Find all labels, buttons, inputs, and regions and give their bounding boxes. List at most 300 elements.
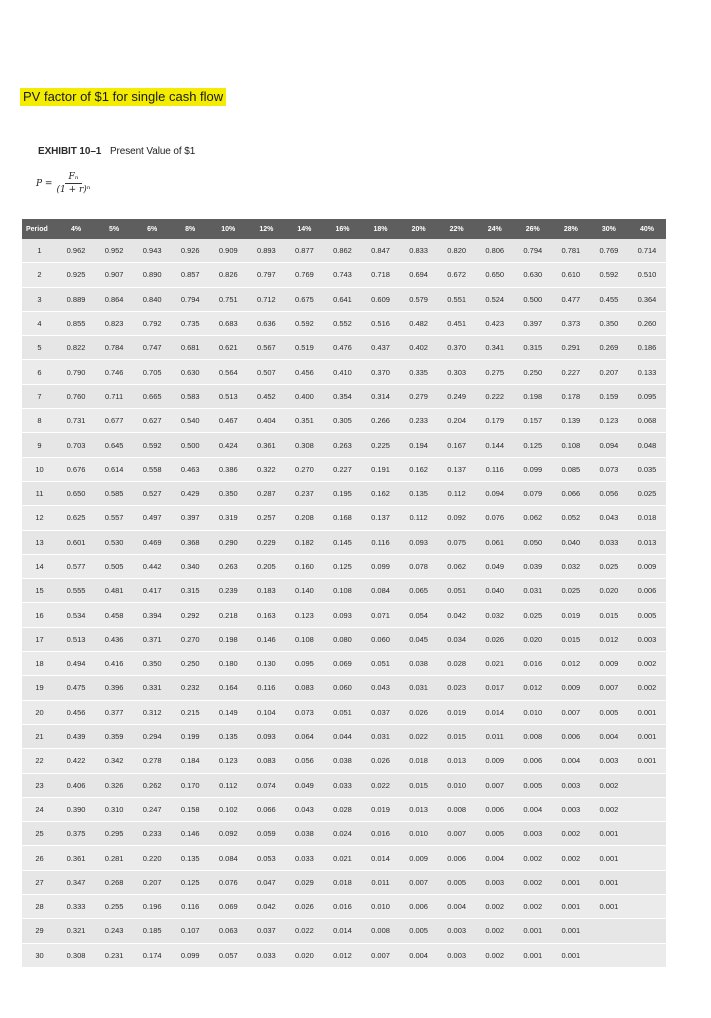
pv-factor-cell: 0.180 <box>209 652 247 676</box>
column-header-rate: 16% <box>323 219 361 239</box>
period-cell: 4 <box>22 311 57 335</box>
pv-factor-cell: 0.250 <box>171 652 209 676</box>
column-header-rate: 12% <box>247 219 285 239</box>
pv-factor-cell: 0.925 <box>57 263 95 287</box>
pv-factor-cell: 0.291 <box>552 336 590 360</box>
pv-factor-cell: 0.290 <box>209 530 247 554</box>
pv-factor-cell: 0.006 <box>628 579 666 603</box>
table-row <box>22 895 666 919</box>
pv-factor-cell: 0.683 <box>209 311 247 335</box>
column-header-rate: 18% <box>362 219 400 239</box>
pv-factor-cell: 0.429 <box>171 481 209 505</box>
pv-factor-cell: 0.279 <box>400 384 438 408</box>
pv-factor-cell: 0.073 <box>590 457 628 481</box>
pv-factor-cell: 0.007 <box>400 870 438 894</box>
pv-factor-cell: 0.033 <box>285 846 323 870</box>
pv-factor-cell: 0.108 <box>285 627 323 651</box>
pv-factor-cell: 0.534 <box>57 603 95 627</box>
pv-factor-cell: 0.125 <box>171 870 209 894</box>
table-row <box>22 870 666 894</box>
pv-factor-cell: 0.373 <box>552 311 590 335</box>
period-cell: 2 <box>22 263 57 287</box>
pv-factor-cell: 0.001 <box>552 919 590 943</box>
pv-factor-cell: 0.250 <box>514 360 552 384</box>
pv-factor-cell: 0.760 <box>57 384 95 408</box>
pv-factor-cell: 0.364 <box>628 287 666 311</box>
pv-factor-cell: 0.477 <box>552 287 590 311</box>
pv-factor-cell: 0.179 <box>476 409 514 433</box>
pv-factor-cell: 0.018 <box>400 749 438 773</box>
pv-factor-cell: 0.243 <box>95 919 133 943</box>
pv-factor-cell: 0.551 <box>438 287 476 311</box>
pv-factor-cell: 0.065 <box>400 579 438 603</box>
pv-factor-cell: 0.312 <box>133 700 171 724</box>
pv-factor-cell: 0.567 <box>247 336 285 360</box>
pv-factor-cell: 0.063 <box>209 919 247 943</box>
pv-factor-cell: 0.820 <box>438 239 476 263</box>
pv-factor-cell: 0.108 <box>323 579 361 603</box>
pv-factor-cell: 0.718 <box>362 263 400 287</box>
pv-factor-cell: 0.062 <box>514 506 552 530</box>
pv-factor-cell: 0.342 <box>95 749 133 773</box>
pv-factor-cell: 0.164 <box>209 676 247 700</box>
pv-factor-cell: 0.794 <box>514 239 552 263</box>
pv-factor-cell <box>628 773 666 797</box>
pv-factor-cell: 0.002 <box>514 846 552 870</box>
pv-factor-cell: 0.022 <box>400 724 438 748</box>
pv-factor-cell: 0.390 <box>57 797 95 821</box>
pv-factor-cell: 0.001 <box>514 919 552 943</box>
pv-factor-cell: 0.001 <box>590 870 628 894</box>
pv-factor-cell: 0.022 <box>285 919 323 943</box>
pv-factor-cell: 0.196 <box>133 895 171 919</box>
table-row <box>22 749 666 773</box>
pv-factor-cell: 0.469 <box>133 530 171 554</box>
pv-factor-cell: 0.855 <box>57 311 95 335</box>
pv-factor-cell: 0.001 <box>590 846 628 870</box>
table-row <box>22 919 666 943</box>
column-header-rate: 22% <box>438 219 476 239</box>
pv-factor-cell: 0.424 <box>209 433 247 457</box>
pv-factor-cell: 0.108 <box>552 433 590 457</box>
pv-factor-cell: 0.037 <box>247 919 285 943</box>
pv-factor-cell: 0.747 <box>133 336 171 360</box>
table-row <box>22 384 666 408</box>
pv-factor-cell: 0.263 <box>209 554 247 578</box>
period-cell: 18 <box>22 652 57 676</box>
pv-factor-cell: 0.797 <box>247 263 285 287</box>
column-header-rate: 8% <box>171 219 209 239</box>
pv-factor-cell: 0.071 <box>362 603 400 627</box>
column-header-rate: 14% <box>285 219 323 239</box>
pv-factor-cell: 0.066 <box>247 797 285 821</box>
pv-factor-cell: 0.864 <box>95 287 133 311</box>
pv-factor-cell: 0.513 <box>209 384 247 408</box>
exhibit-number: EXHIBIT 10–1 <box>38 146 102 157</box>
pv-factor-cell: 0.185 <box>133 919 171 943</box>
pv-factor-cell: 0.857 <box>171 263 209 287</box>
pv-factor-cell: 0.463 <box>171 457 209 481</box>
pv-factor-cell: 0.530 <box>95 530 133 554</box>
pv-factor-cell: 0.084 <box>209 846 247 870</box>
pv-factor-cell: 0.013 <box>400 797 438 821</box>
pv-factor-cell: 0.397 <box>171 506 209 530</box>
column-header-rate: 5% <box>95 219 133 239</box>
pv-factor-cell: 0.004 <box>590 724 628 748</box>
pv-factor-cell: 0.585 <box>95 481 133 505</box>
pv-factor-cell: 0.050 <box>514 530 552 554</box>
pv-factor-cell: 0.422 <box>57 749 95 773</box>
pv-factor-cell: 0.026 <box>400 700 438 724</box>
pv-factor-cell: 0.025 <box>552 579 590 603</box>
pv-factor-cell: 0.247 <box>133 797 171 821</box>
pv-factor-cell: 0.002 <box>476 943 514 967</box>
pv-factor-cell: 0.406 <box>57 773 95 797</box>
table-row <box>22 652 666 676</box>
pv-factor-cell: 0.002 <box>590 797 628 821</box>
pv-factor-cell: 0.015 <box>590 603 628 627</box>
pv-factor-cell: 0.093 <box>323 603 361 627</box>
pv-factor-cell: 0.402 <box>400 336 438 360</box>
pv-factor-cell: 0.146 <box>171 822 209 846</box>
pv-factor-cell: 0.456 <box>57 700 95 724</box>
table-row <box>22 336 666 360</box>
pv-factor-cell: 0.060 <box>362 627 400 651</box>
pv-factor-cell: 0.371 <box>133 627 171 651</box>
pv-factor-cell: 0.237 <box>285 481 323 505</box>
pv-factor-cell: 0.889 <box>57 287 95 311</box>
pv-factor-cell: 0.018 <box>628 506 666 530</box>
pv-factor-cell: 0.047 <box>247 870 285 894</box>
pv-factor-cell: 0.505 <box>95 554 133 578</box>
pv-factor-cell: 0.144 <box>476 433 514 457</box>
period-cell: 29 <box>22 919 57 943</box>
pv-factor-cell: 0.094 <box>590 433 628 457</box>
pv-factor-cell: 0.641 <box>323 287 361 311</box>
pv-factor-cell: 0.007 <box>438 822 476 846</box>
pv-factor-cell: 0.116 <box>476 457 514 481</box>
pv-factor-cell: 0.051 <box>362 652 400 676</box>
pv-factor-cell: 0.032 <box>552 554 590 578</box>
pv-factor-cell: 0.451 <box>438 311 476 335</box>
pv-factor-cell: 0.676 <box>57 457 95 481</box>
pv-factor-cell: 0.558 <box>133 457 171 481</box>
pv-factor-cell: 0.015 <box>400 773 438 797</box>
pv-factor-cell: 0.001 <box>628 724 666 748</box>
pv-factor-cell: 0.436 <box>95 627 133 651</box>
pv-factor-cell: 0.001 <box>552 895 590 919</box>
pv-factor-cell: 0.018 <box>323 870 361 894</box>
period-cell: 30 <box>22 943 57 967</box>
period-cell: 5 <box>22 336 57 360</box>
pv-factor-cell: 0.162 <box>400 457 438 481</box>
column-header-rate: 26% <box>514 219 552 239</box>
pv-factor-cell: 0.003 <box>476 870 514 894</box>
exhibit-title: Present Value of $1 <box>109 146 196 157</box>
pv-factor-cell: 0.295 <box>95 822 133 846</box>
table-row <box>22 457 666 481</box>
pv-factor-cell: 0.133 <box>628 360 666 384</box>
pv-factor-cell: 0.059 <box>247 822 285 846</box>
pv-factor-cell: 0.386 <box>209 457 247 481</box>
pv-factor-cell: 0.043 <box>285 797 323 821</box>
pv-factor-cell: 0.952 <box>95 239 133 263</box>
pv-factor-cell: 0.703 <box>57 433 95 457</box>
pv-factor-cell: 0.335 <box>400 360 438 384</box>
pv-factor-cell: 0.040 <box>476 579 514 603</box>
pv-factor-cell: 0.275 <box>476 360 514 384</box>
pv-factor-cell: 0.255 <box>95 895 133 919</box>
pv-factor-cell: 0.579 <box>400 287 438 311</box>
table-body <box>22 239 666 967</box>
pv-factor-cell: 0.008 <box>362 919 400 943</box>
pv-factor-cell: 0.294 <box>133 724 171 748</box>
table-row <box>22 433 666 457</box>
pv-factor-cell: 0.040 <box>552 530 590 554</box>
pv-factor-cell: 0.025 <box>628 481 666 505</box>
pv-factor-cell: 0.042 <box>247 895 285 919</box>
pv-factor-cell: 0.781 <box>552 239 590 263</box>
pv-factor-cell: 0.621 <box>209 336 247 360</box>
pv-factor-cell: 0.227 <box>323 457 361 481</box>
pv-factor-cell: 0.005 <box>514 773 552 797</box>
pv-factor-cell: 0.008 <box>514 724 552 748</box>
pv-factor-cell: 0.026 <box>285 895 323 919</box>
pv-factor-cell: 0.769 <box>590 239 628 263</box>
pv-factor-cell: 0.116 <box>247 676 285 700</box>
pv-factor-cell: 0.094 <box>476 481 514 505</box>
pv-factor-cell: 0.218 <box>209 603 247 627</box>
pv-factor-cell: 0.009 <box>590 652 628 676</box>
pv-factor-cell: 0.099 <box>362 554 400 578</box>
pv-factor-cell: 0.007 <box>476 773 514 797</box>
pv-factor-cell: 0.092 <box>209 822 247 846</box>
pv-factor-cell: 0.051 <box>438 579 476 603</box>
pv-factor-cell: 0.033 <box>323 773 361 797</box>
pv-factor-cell: 0.006 <box>438 846 476 870</box>
pv-factor-cell: 0.010 <box>438 773 476 797</box>
pv-factor-cell: 0.769 <box>285 263 323 287</box>
pv-factor-cell: 0.784 <box>95 336 133 360</box>
period-cell: 27 <box>22 870 57 894</box>
pv-factor-cell: 0.792 <box>133 311 171 335</box>
table-row <box>22 627 666 651</box>
pv-factor-cell: 0.270 <box>171 627 209 651</box>
pv-factor-cell: 0.458 <box>95 603 133 627</box>
column-header-rate: 28% <box>552 219 590 239</box>
column-header-rate: 40% <box>628 219 666 239</box>
formula-fraction <box>56 172 90 195</box>
pv-factor-cell: 0.322 <box>247 457 285 481</box>
pv-factor-cell: 0.207 <box>590 360 628 384</box>
pv-factor-cell: 0.149 <box>209 700 247 724</box>
pv-factor-cell: 0.500 <box>514 287 552 311</box>
period-cell: 16 <box>22 603 57 627</box>
pv-factor-cell: 0.107 <box>171 919 209 943</box>
column-header-rate: 30% <box>590 219 628 239</box>
pv-factor-cell: 0.269 <box>590 336 628 360</box>
pv-factor-cell: 0.340 <box>171 554 209 578</box>
pv-factor-cell: 0.159 <box>590 384 628 408</box>
table-row <box>22 579 666 603</box>
pv-factor-cell: 0.233 <box>133 822 171 846</box>
pv-factor-cell: 0.083 <box>247 749 285 773</box>
period-cell: 22 <box>22 749 57 773</box>
pv-factor-cell: 0.168 <box>323 506 361 530</box>
pv-factor-cell: 0.002 <box>514 895 552 919</box>
pv-factor-cell: 0.350 <box>209 481 247 505</box>
pv-factor-cell: 0.222 <box>476 384 514 408</box>
exhibit-caption <box>38 146 195 157</box>
pv-factor-cell: 0.645 <box>95 433 133 457</box>
pv-factor-cell: 0.305 <box>323 409 361 433</box>
pv-factor-cell: 0.145 <box>323 530 361 554</box>
pv-factor-cell: 0.002 <box>552 822 590 846</box>
pv-factor-cell: 0.540 <box>171 409 209 433</box>
pv-factor-cell: 0.215 <box>171 700 209 724</box>
pv-factor-cell: 0.650 <box>476 263 514 287</box>
pv-factor-cell: 0.079 <box>514 481 552 505</box>
pv-factor-cell: 0.015 <box>438 724 476 748</box>
pv-factor-cell: 0.614 <box>95 457 133 481</box>
table-row <box>22 846 666 870</box>
pv-factor-cell: 0.002 <box>552 846 590 870</box>
pv-factor-cell: 0.104 <box>247 700 285 724</box>
pv-factor-cell: 0.665 <box>133 384 171 408</box>
pv-factor-cell: 0.321 <box>57 919 95 943</box>
pv-factor-cell: 0.630 <box>514 263 552 287</box>
pv-factor-cell: 0.331 <box>133 676 171 700</box>
pv-factor-cell: 0.123 <box>285 603 323 627</box>
pv-factor-cell: 0.020 <box>285 943 323 967</box>
pv-factor-cell: 0.423 <box>476 311 514 335</box>
period-cell: 10 <box>22 457 57 481</box>
pv-factor-cell: 0.037 <box>362 700 400 724</box>
table-row <box>22 263 666 287</box>
pv-factor-cell: 0.184 <box>171 749 209 773</box>
pv-factor-cell: 0.962 <box>57 239 95 263</box>
pv-factor-cell: 0.262 <box>133 773 171 797</box>
period-cell: 8 <box>22 409 57 433</box>
pv-factor-cell: 0.375 <box>57 822 95 846</box>
pv-factor-cell: 0.268 <box>95 870 133 894</box>
pv-factor-cell: 0.076 <box>476 506 514 530</box>
pv-factor-cell: 0.004 <box>438 895 476 919</box>
table-row <box>22 700 666 724</box>
pv-factor-cell: 0.123 <box>590 409 628 433</box>
pv-factor-cell: 0.377 <box>95 700 133 724</box>
pv-factor-cell: 0.610 <box>552 263 590 287</box>
column-header-period: Period <box>22 219 57 239</box>
pv-factor-cell: 0.028 <box>323 797 361 821</box>
table-row <box>22 287 666 311</box>
pv-factor-cell: 0.069 <box>323 652 361 676</box>
pv-factor-cell: 0.099 <box>171 943 209 967</box>
period-cell: 11 <box>22 481 57 505</box>
pv-factor-cell: 0.001 <box>628 749 666 773</box>
pv-factor-cell: 0.308 <box>57 943 95 967</box>
pv-factor-cell: 0.011 <box>476 724 514 748</box>
pv-factor-cell: 0.002 <box>590 773 628 797</box>
pv-factor-cell: 0.347 <box>57 870 95 894</box>
pv-factor-cell: 0.198 <box>514 384 552 408</box>
pv-factor-cell: 0.009 <box>476 749 514 773</box>
table-row <box>22 360 666 384</box>
pv-factor-cell: 0.112 <box>209 773 247 797</box>
pv-factor-cell: 0.260 <box>628 311 666 335</box>
pv-factor-cell: 0.475 <box>57 676 95 700</box>
pv-factor-cell: 0.564 <box>209 360 247 384</box>
period-cell: 28 <box>22 895 57 919</box>
pv-factor-cell: 0.527 <box>133 481 171 505</box>
pv-factor-cell: 0.001 <box>514 943 552 967</box>
pv-factor-cell: 0.019 <box>438 700 476 724</box>
column-header-rate: 10% <box>209 219 247 239</box>
pv-factor-cell: 0.907 <box>95 263 133 287</box>
pv-factor-cell: 0.481 <box>95 579 133 603</box>
pv-factor-cell: 0.609 <box>362 287 400 311</box>
pv-factor-cell: 0.006 <box>514 749 552 773</box>
pv-factor-cell: 0.023 <box>438 676 476 700</box>
pv-factor-cell: 0.292 <box>171 603 209 627</box>
pv-factor-cell: 0.712 <box>247 287 285 311</box>
pv-factor-cell: 0.627 <box>133 409 171 433</box>
pv-factor-cell: 0.370 <box>438 336 476 360</box>
pv-factor-cell: 0.326 <box>95 773 133 797</box>
period-cell: 13 <box>22 530 57 554</box>
period-cell: 3 <box>22 287 57 311</box>
pv-factor-cell: 0.204 <box>438 409 476 433</box>
pv-factor-cell: 0.003 <box>552 797 590 821</box>
period-cell: 14 <box>22 554 57 578</box>
pv-factor-cell: 0.232 <box>171 676 209 700</box>
pv-factor-cell: 0.170 <box>171 773 209 797</box>
pv-factor-cell: 0.497 <box>133 506 171 530</box>
pv-factor-cell: 0.467 <box>209 409 247 433</box>
pv-factor-cell: 0.028 <box>438 652 476 676</box>
pv-factor-cell: 0.557 <box>95 506 133 530</box>
pv-factor-cell: 0.021 <box>476 652 514 676</box>
pv-factor-cell: 0.592 <box>590 263 628 287</box>
period-cell: 21 <box>22 724 57 748</box>
pv-factor-cell: 0.020 <box>590 579 628 603</box>
period-cell: 23 <box>22 773 57 797</box>
period-cell: 7 <box>22 384 57 408</box>
pv-factor-cell: 0.009 <box>628 554 666 578</box>
period-cell: 24 <box>22 797 57 821</box>
pv-factor-cell: 0.025 <box>514 603 552 627</box>
pv-factor-cell: 0.513 <box>57 627 95 651</box>
pv-factor-cell: 0.137 <box>438 457 476 481</box>
pv-factor-cell: 0.007 <box>590 676 628 700</box>
pv-factor-cell: 0.003 <box>552 773 590 797</box>
pv-factor-cell: 0.095 <box>628 384 666 408</box>
column-header-rate: 6% <box>133 219 171 239</box>
pv-factor-cell: 0.140 <box>285 579 323 603</box>
pv-factor-cell: 0.416 <box>95 652 133 676</box>
pv-factor-cell: 0.006 <box>476 797 514 821</box>
pv-factor-cell: 0.507 <box>247 360 285 384</box>
pv-factor-cell: 0.102 <box>209 797 247 821</box>
pv-factor-cell: 0.163 <box>247 603 285 627</box>
pv-factor-cell: 0.167 <box>438 433 476 457</box>
pv-factor-cell: 0.516 <box>362 311 400 335</box>
pv-factor-cell: 0.002 <box>628 652 666 676</box>
pv-factor-cell: 0.006 <box>400 895 438 919</box>
pv-factor-cell: 0.093 <box>400 530 438 554</box>
pv-factor-cell: 0.003 <box>628 627 666 651</box>
pv-factor-cell: 0.056 <box>590 481 628 505</box>
